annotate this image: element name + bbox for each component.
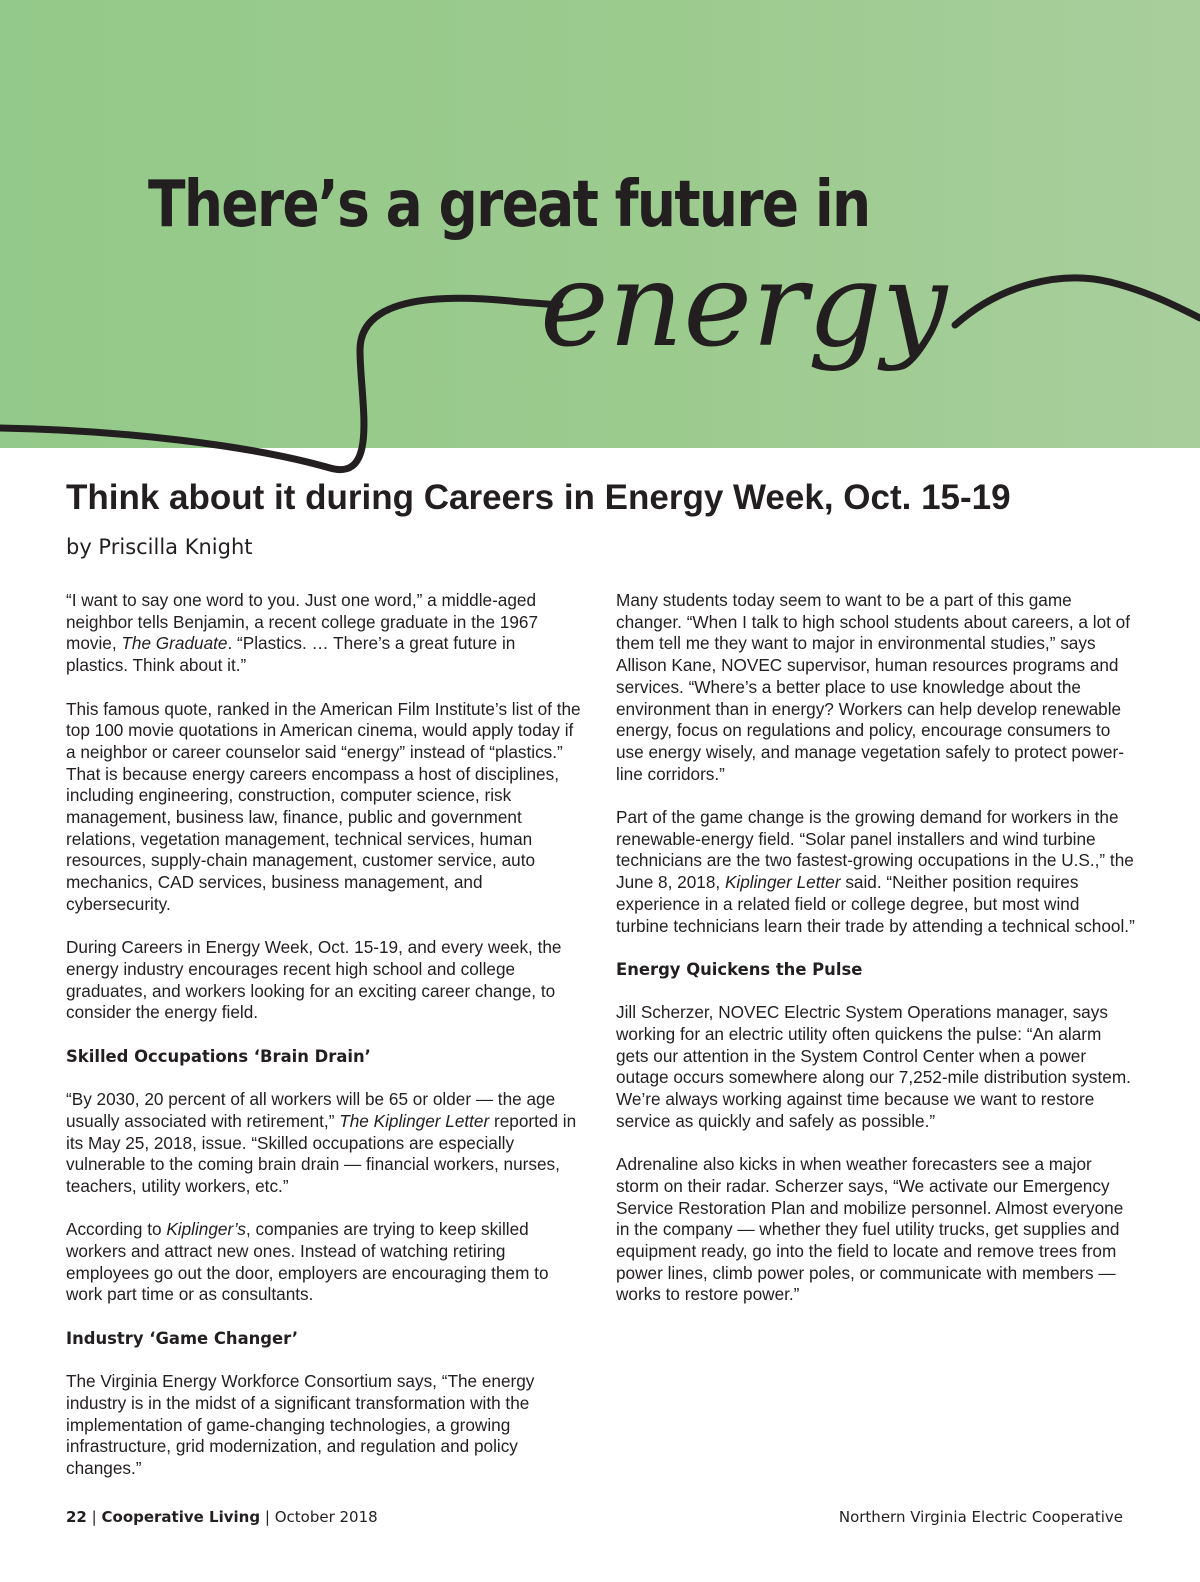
hero-title: There’s a great future in [148, 168, 870, 242]
swash-tail [955, 278, 1200, 325]
paragraph: The Virginia Energy Workforce Consortium says, “The energy industry is in the midst of a significant transformation with the implementation of game-changing technologies, a growing infrastructure, grid modernization, and regulation and policy changes.” [66, 1371, 535, 1479]
section-subhead: Industry ‘Game Changer’ [66, 1328, 299, 1348]
article-headline: Think about it during Careers in Energy Week, Oct. 15-19 [66, 478, 1011, 517]
page-number: 22 [66, 1508, 87, 1526]
publication-name: Cooperative Living [101, 1508, 261, 1526]
paragraph: Adrenaline also kicks in when weather forecasters see a major storm on their radar. Scherzer says, “We activate our Emergency Service Restoration Plan and mobilize personnel. Almost everyone in the company — whether they fuel utility trucks, get supplies and equipment ready, go into the field to locate and remove trees from power lines, climb power poles, or communicate with members — works to restore power.” [616, 1154, 1124, 1305]
paragraph: “By 2030, 20 percent of all workers will be 65 or older — the age usually associated with retirement,” The Kiplinger Letter reported in its May 25, 2018, issue. “Skilled occupations are especially vulnerable to the coming brain drain — financial workers, nurses, teachers, utility workers, etc.” [66, 1089, 577, 1196]
energy-swash-graphic [0, 0, 1200, 490]
footer-folio [66, 1508, 378, 1526]
publication-title: Kiplinger Letter [724, 872, 841, 893]
paragraph: This famous quote, ranked in the American Film Institute’s list of the top 100 movie quotations in American cinema, would apply today if a neighbor or career counselor said “energy” instead of “plastics.” That is because energy careers encompass a host of disciplines, including engineering, construction, computer science, risk management, business law, finance, public and government relations, vegetation management, technical services, human resources, supply-chain management, customer service, auto mechanics, CAD services, business management, and cybersecurity. [66, 698, 581, 914]
publication-title: Kiplinger’s [166, 1219, 246, 1240]
paragraph: Many students today seem to want to be a part of this game changer. “When I talk to high school students about careers, a lot of them tell me they want to major in environmental studies,” says Allison Kane, NOVEC supervisor, human resources programs and services. “Where’s a better place to use knowledge about the environment than in energy? Workers can help develop renewable energy, focus on regulations and policy, encourage consumers to use energy wisely, and manage vegetation safely to protect power-line corridors.” [616, 590, 1131, 784]
issue-date: October 2018 [274, 1508, 378, 1526]
section-subhead: Energy Quickens the Pulse [616, 959, 863, 979]
paragraph: According to Kiplinger’s, companies are trying to keep skilled workers and attract new ones. Instead of watching retiring employees go out the door, employers are encouraging them to work part time or as consultants. [66, 1219, 549, 1305]
film-title: The Graduate [121, 633, 228, 654]
hero-script-word: energy [540, 238, 948, 373]
publication-title: The Kiplinger Letter [339, 1110, 490, 1131]
footer-separator: | [264, 1508, 270, 1526]
paragraph: During Careers in Energy Week, Oct. 15-19, and every week, the energy industry encourages recent high school and college graduates, and workers looking for an exciting career change, to consider the energy field. [66, 937, 562, 1023]
footer-separator: | [91, 1508, 97, 1526]
article-column-left [66, 590, 581, 1501]
article-column-right [616, 590, 1136, 1328]
paragraph: “I want to say one word to you. Just one word,” a middle-aged neighbor tells Benjamin, a recent college graduate in the 1967 movie, The Graduate. “Plastics. … There’s a great future in plastics. Think about it.” [66, 590, 539, 676]
section-subhead: Skilled Occupations ‘Brain Drain’ [66, 1046, 371, 1066]
hero-banner [0, 0, 1200, 448]
swash-line [0, 298, 560, 469]
paragraph: Jill Scherzer, NOVEC Electric System Operations manager, says working for an electric utility often quickens the pulse: “An alarm gets our attention in the System Control Center when a power outage occurs somewhere along our 7,252-mile distribution system. We’re always working against time because we want to restore service as quickly and safely as possible.” [616, 1002, 1131, 1131]
footer-cooperative-name: Northern Virginia Electric Cooperative [838, 1508, 1123, 1526]
paragraph: Part of the game change is the growing demand for workers in the renewable-energy field. “Solar panel installers and wind turbine technicians are the two fastest-growing occupations in the U.S.,” the June 8, 2018, Kiplinger Letter said. “Neither position requires experience in a related field or college degree, but most wind turbine technicians learn their trade by attending a technical school.” [616, 807, 1135, 936]
byline: by Priscilla Knight [66, 535, 253, 559]
